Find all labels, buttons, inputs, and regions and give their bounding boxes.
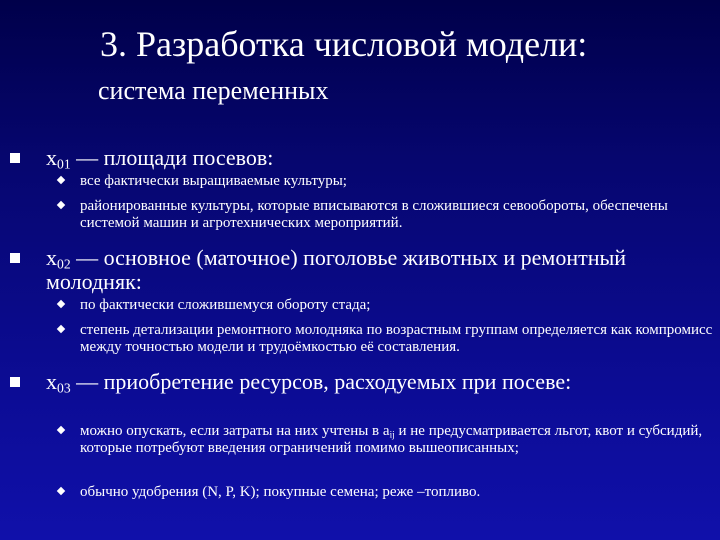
sub-bullet-item: [80, 484, 716, 501]
diamond-bullet-icon: [57, 426, 65, 434]
variable-name: $x_{02}$: [46, 245, 71, 272]
sub-bullet-item: [80, 322, 716, 356]
sub-bullet-text: можно опускать, если затраты на них учтены в $a_{ij}$ и не предусматривается льгот, квот и субсидий, которые потребуют введения ограничений помимо вышеописанных;: [80, 423, 703, 456]
diamond-bullet-icon: [57, 487, 65, 495]
slide-subtitle: система переменных: [98, 76, 329, 105]
sub-bullet-text: степень детализации ремонтного молодняка по возрастным группам определяется как компромисс между точностью модели и трудоёмкостью её составления.: [80, 322, 713, 355]
bullet-item-x01: [46, 146, 714, 170]
slide-title: 3. Разработка числовой модели:: [100, 24, 588, 64]
diamond-bullet-icon: [57, 325, 65, 333]
sub-bullet-item: [80, 198, 716, 232]
bullet-text: — основное (маточное) поголовье животных и ремонтный молодняк:: [46, 245, 627, 294]
bullet-text: — приобретение ресурсов, расходуемых при посеве:: [70, 369, 572, 394]
sub-bullet-text: все фактически выращиваемые культуры;: [80, 173, 347, 189]
diamond-bullet-icon: [57, 300, 65, 308]
square-bullet-icon: [10, 153, 20, 163]
sub-bullet-text: районированные культуры, которые вписываются в сложившиеся севообороты, обеспечены системой машин и агротехнических мероприятий.: [80, 198, 668, 231]
sub-bullet-item: [80, 173, 716, 190]
square-bullet-icon: [10, 377, 20, 387]
sub-bullet-item: [80, 297, 716, 314]
bullet-text: — площади посевов:: [70, 145, 274, 170]
variable-name: $x_{01}$: [46, 145, 71, 172]
sub-bullet-item: [80, 423, 716, 457]
sub-bullet-text: обычно удобрения (N, P, K); покупные семена; реже –топливо.: [80, 484, 481, 500]
variable-name: $x_{03}$: [46, 369, 71, 396]
bullet-item-x03: [46, 370, 714, 394]
square-bullet-icon: [10, 253, 20, 263]
sub-bullet-text: по фактически сложившемуся обороту стада;: [80, 297, 371, 313]
diamond-bullet-icon: [57, 201, 65, 209]
diamond-bullet-icon: [57, 176, 65, 184]
bullet-item-x02: [46, 246, 714, 294]
